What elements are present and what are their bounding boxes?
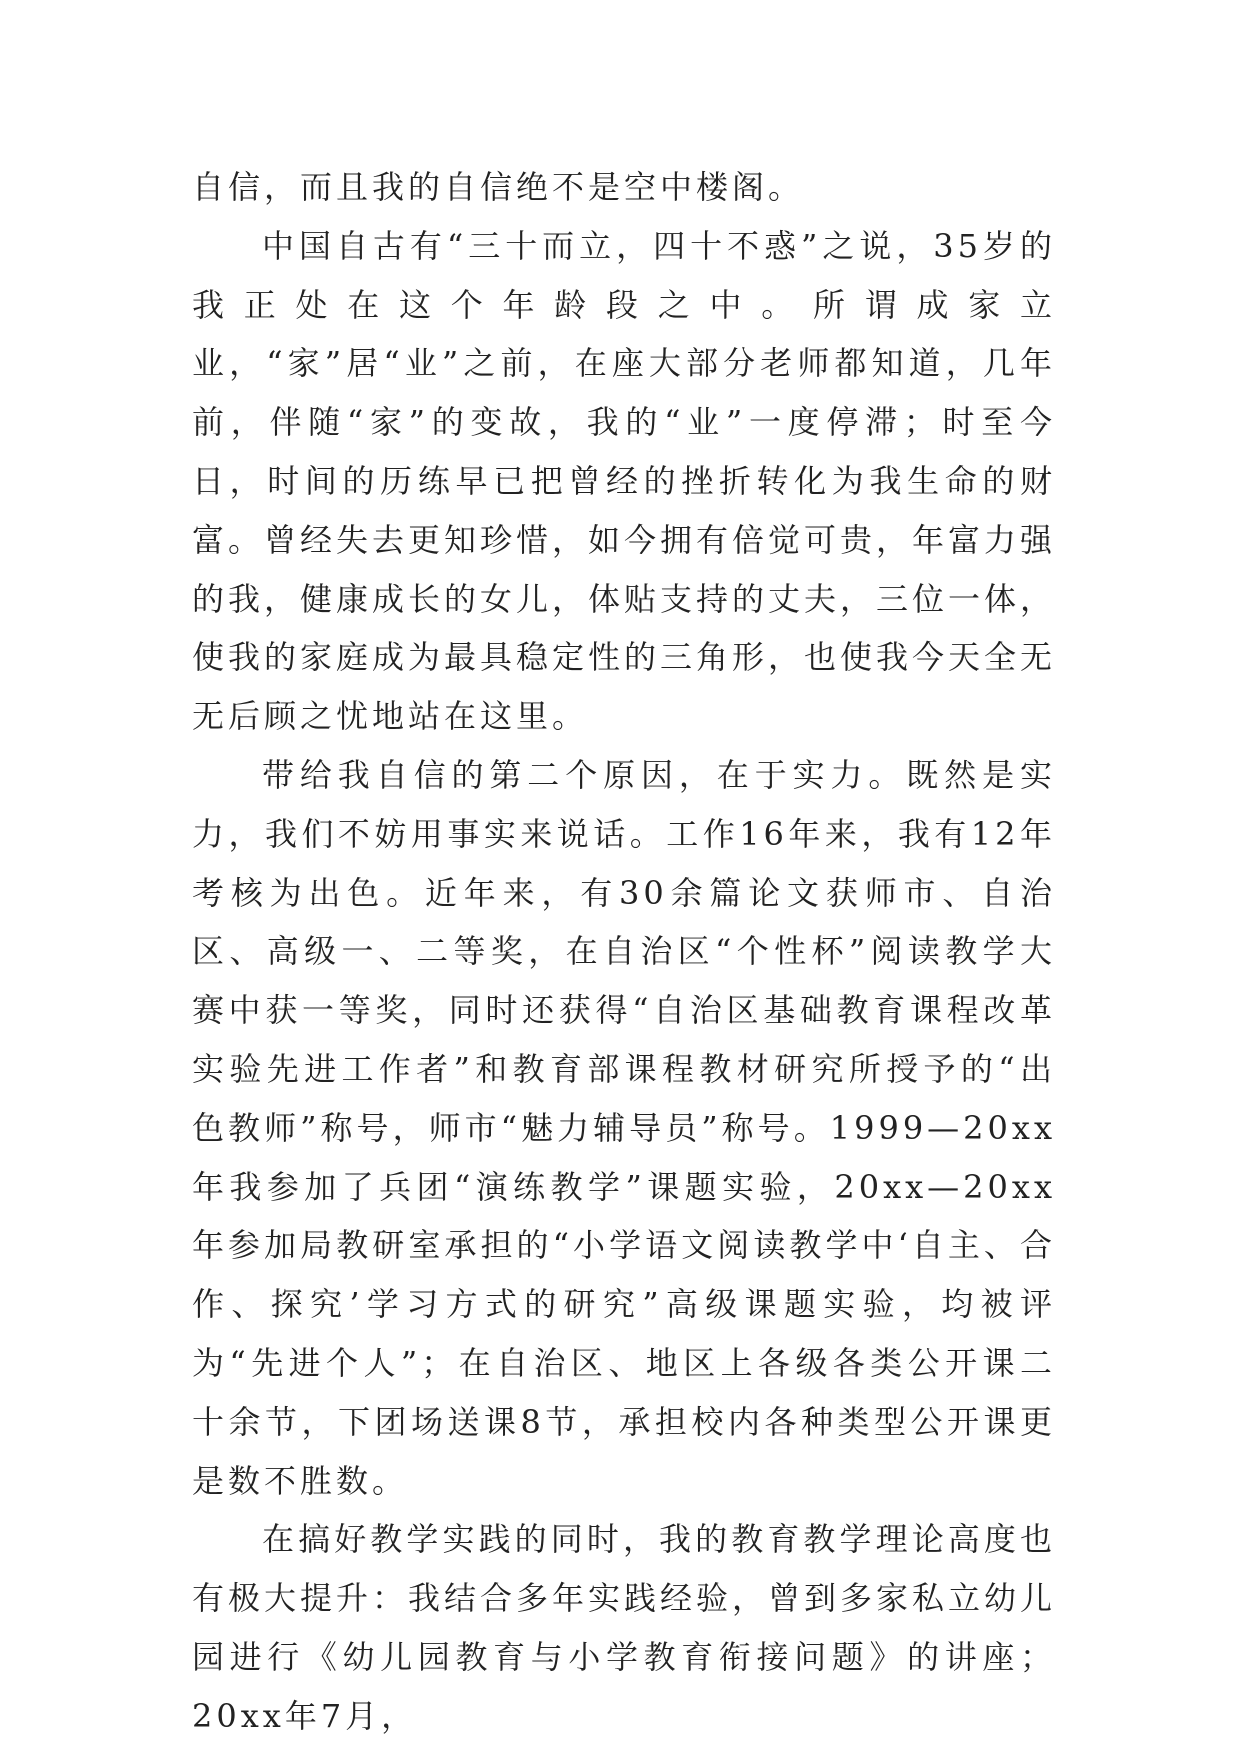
paragraph-teaching-achievements: 带给我自信的第二个原因，在于实力。既然是实力，我们不妨用事实来说话。工作16年来，我有12年考核为出色。近年来，有30余篇论文获师市、自治区、高级一、二等奖，在自治区“个性杯”阅读教学大赛中获一等奖，同时还获得“自治区基础教育课程改革实验先进工作者”和教育部课程教材研究所授予的“出色教师”称号，师市“魅力辅导员”称号。1999—20xx年我参加了兵团“演练教学”课题实验，20xx—20xx年参加局教研室承担的“小学语文阅读教学中‘自主、合作、探究’学习方式的研究”高级课题实验，均被评为“先进个人”；在自治区、地区上各级各类公开课二十余节，下团场送课8节，承担校内各种类型公开课更是数不胜数。: [192, 755, 1056, 1500]
paragraph-continuation: 自信，而且我的自信绝不是空中楼阁。: [192, 168, 805, 206]
paragraph-theory-improvement: 在搞好教学实践的同时，我的教育教学理论高度也有极大提升：我结合多年实践经验，曾到多家私立幼儿园进行《幼儿园教育与小学教育衔接问题》的讲座；20xx年7月，: [192, 1520, 1057, 1735]
document-body: [192, 158, 1056, 1746]
paragraph-family-background: 中国自古有“三十而立，四十不惑”之说，35岁的我正处在这个年龄段之中。所谓成家立业，“家”居“业”之前，在座大部分老师都知道，几年前，伴随“家”的变故，我的“业”一度停滞；时至今日，时间的历练早已把曾经的挫折转化为我生命的财富。曾经失去更知珍惜，如今拥有倍觉可贵，年富力强的我，健康成长的女儿，体贴支持的丈夫，三位一体，使我的家庭成为最具稳定性的三角形，也使我今天全无无后顾之忧地站在这里。: [192, 226, 1057, 736]
